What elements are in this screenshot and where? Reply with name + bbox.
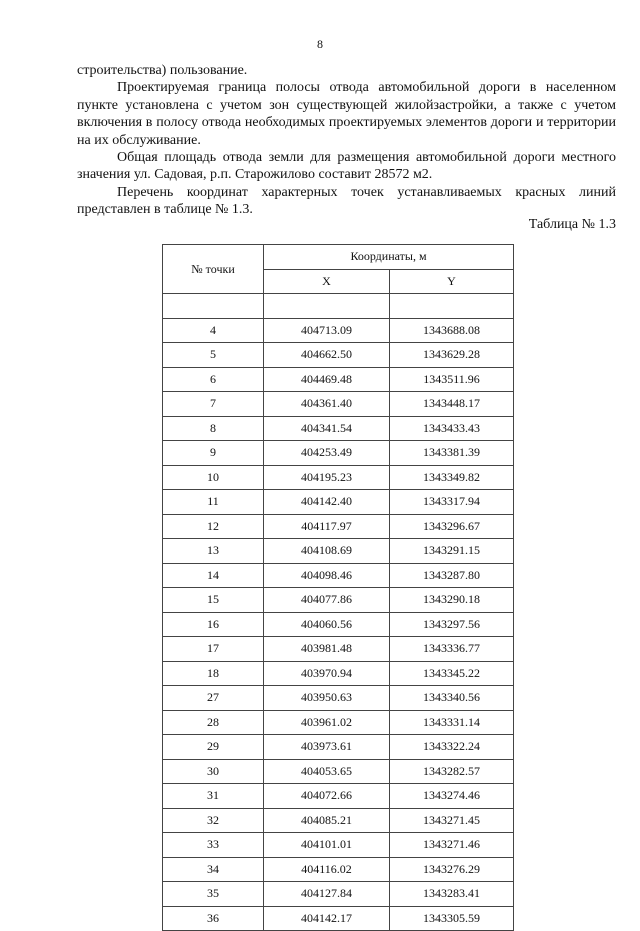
cell-x: 404713.09 — [264, 318, 390, 343]
cell-point-number: 10 — [163, 465, 264, 490]
cell-y: 1343282.57 — [390, 759, 514, 784]
cell-point-number: 32 — [163, 808, 264, 833]
cell-x: 404085.21 — [264, 808, 390, 833]
table-row — [163, 637, 514, 662]
cell-y: 1343345.22 — [390, 661, 514, 686]
table-caption: Таблица № 1.3 — [528, 217, 616, 232]
cell-point-number: 12 — [163, 514, 264, 539]
table-row — [163, 710, 514, 735]
cell-x: 403950.63 — [264, 686, 390, 711]
cell-y: 1343274.46 — [390, 784, 514, 809]
cell-y: 1343317.94 — [390, 490, 514, 515]
cell-y: 1343322.24 — [390, 735, 514, 760]
cell-point-number: 9 — [163, 441, 264, 466]
cell-point-number: 11 — [163, 490, 264, 515]
cell-point-number: 13 — [163, 539, 264, 564]
cell-y: 1343340.56 — [390, 686, 514, 711]
table-row — [163, 759, 514, 784]
table-row — [163, 882, 514, 907]
cell-point-number: 5 — [163, 343, 264, 368]
table-row — [163, 392, 514, 417]
cell-y: 1343331.14 — [390, 710, 514, 735]
table-row — [163, 735, 514, 760]
cell-y: 1343297.56 — [390, 612, 514, 637]
cell-point-number: 7 — [163, 392, 264, 417]
header-point-number: № точки — [163, 245, 264, 294]
cell-x: 404116.02 — [264, 857, 390, 882]
cell-point-number: 31 — [163, 784, 264, 809]
cell-x: 404077.86 — [264, 588, 390, 613]
cell-x: 404662.50 — [264, 343, 390, 368]
cell-x: 404127.84 — [264, 882, 390, 907]
cell-y: 1343283.41 — [390, 882, 514, 907]
table-body — [163, 294, 514, 931]
spacer-cell — [264, 294, 390, 319]
cell-x: 404142.17 — [264, 906, 390, 931]
cell-x: 404341.54 — [264, 416, 390, 441]
cell-y: 1343433.43 — [390, 416, 514, 441]
cell-point-number: 33 — [163, 833, 264, 858]
cell-y: 1343296.67 — [390, 514, 514, 539]
table-row — [163, 808, 514, 833]
coordinates-table — [162, 244, 514, 931]
cell-point-number: 27 — [163, 686, 264, 711]
cell-x: 404072.66 — [264, 784, 390, 809]
cell-x: 404053.65 — [264, 759, 390, 784]
table-row — [163, 441, 514, 466]
cell-x: 403981.48 — [264, 637, 390, 662]
cell-point-number: 28 — [163, 710, 264, 735]
table-row — [163, 490, 514, 515]
table-row — [163, 563, 514, 588]
paragraph: строительства) пользование. — [77, 63, 248, 78]
cell-x: 404101.01 — [264, 833, 390, 858]
cell-y: 1343448.17 — [390, 392, 514, 417]
cell-y: 1343271.46 — [390, 833, 514, 858]
cell-point-number: 17 — [163, 637, 264, 662]
cell-x: 403970.94 — [264, 661, 390, 686]
cell-point-number: 16 — [163, 612, 264, 637]
table-row — [163, 539, 514, 564]
cell-point-number: 15 — [163, 588, 264, 613]
cell-y: 1343349.82 — [390, 465, 514, 490]
cell-y: 1343381.39 — [390, 441, 514, 466]
cell-y: 1343336.77 — [390, 637, 514, 662]
header-coordinates: Координаты, м — [264, 245, 514, 270]
cell-x: 404195.23 — [264, 465, 390, 490]
table-row — [163, 367, 514, 392]
table-row — [163, 343, 514, 368]
page-number: 8 — [317, 37, 323, 51]
cell-x: 404117.97 — [264, 514, 390, 539]
table-row — [163, 465, 514, 490]
cell-x: 404108.69 — [264, 539, 390, 564]
cell-x: 404098.46 — [264, 563, 390, 588]
spacer-cell — [390, 294, 514, 319]
cell-y: 1343305.59 — [390, 906, 514, 931]
cell-point-number: 14 — [163, 563, 264, 588]
header-x: X — [264, 269, 390, 294]
body-text — [77, 62, 616, 219]
table-row — [163, 514, 514, 539]
table-row — [163, 784, 514, 809]
cell-point-number: 35 — [163, 882, 264, 907]
table-row — [163, 661, 514, 686]
table-row — [163, 612, 514, 637]
table-row — [163, 686, 514, 711]
cell-point-number: 29 — [163, 735, 264, 760]
cell-x: 404060.56 — [264, 612, 390, 637]
cell-y: 1343688.08 — [390, 318, 514, 343]
spacer-cell — [163, 294, 264, 319]
cell-y: 1343290.18 — [390, 588, 514, 613]
cell-y: 1343291.15 — [390, 539, 514, 564]
paragraph: Проектируемая граница полосы отвода автомобильной дороги в населенном пункте установлена с учетом зон существующей жилойзастройки, а также с учетом включения в полосу отвода необходимых проектируемых элементов дороги и территории на их обслуживание. — [77, 80, 616, 148]
cell-y: 1343276.29 — [390, 857, 514, 882]
cell-point-number: 36 — [163, 906, 264, 931]
cell-y: 1343271.45 — [390, 808, 514, 833]
table-row — [163, 588, 514, 613]
cell-x: 404253.49 — [264, 441, 390, 466]
header-y: Y — [390, 269, 514, 294]
table-row — [163, 833, 514, 858]
cell-x: 404469.48 — [264, 367, 390, 392]
cell-x: 403961.02 — [264, 710, 390, 735]
cell-point-number: 18 — [163, 661, 264, 686]
table-row — [163, 318, 514, 343]
table-spacer-row — [163, 294, 514, 319]
cell-point-number: 30 — [163, 759, 264, 784]
cell-x: 404361.40 — [264, 392, 390, 417]
cell-y: 1343287.80 — [390, 563, 514, 588]
cell-x: 404142.40 — [264, 490, 390, 515]
table-row — [163, 416, 514, 441]
cell-x: 403973.61 — [264, 735, 390, 760]
cell-point-number: 4 — [163, 318, 264, 343]
cell-y: 1343511.96 — [390, 367, 514, 392]
paragraph: Общая площадь отвода земли для размещения автомобильной дороги местного значения ул. Садовая, р.п. Старожилово составит 28572 м2. — [77, 150, 616, 183]
cell-point-number: 8 — [163, 416, 264, 441]
paragraph: Перечень координат характерных точек устанавливаемых красных линий представлен в таблице № 1.3. — [77, 184, 616, 218]
cell-y: 1343629.28 — [390, 343, 514, 368]
table-row — [163, 857, 514, 882]
table-row — [163, 906, 514, 931]
cell-point-number: 6 — [163, 367, 264, 392]
cell-point-number: 34 — [163, 857, 264, 882]
